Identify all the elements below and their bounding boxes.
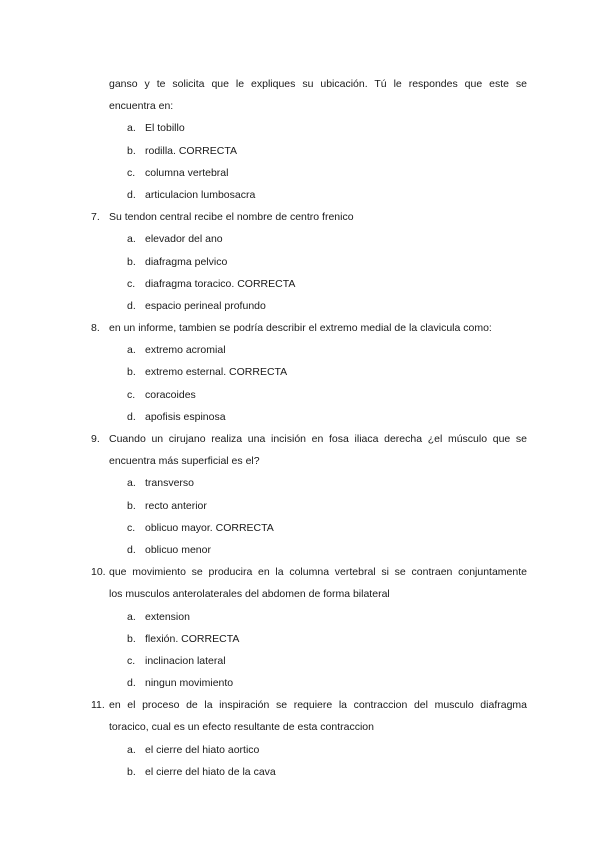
answer-option <box>91 495 527 517</box>
option-letter: b. <box>127 632 136 645</box>
option-letter: c. <box>127 654 136 667</box>
answer-option <box>91 761 527 783</box>
answer-option <box>91 184 527 206</box>
option-letter: c. <box>127 388 136 401</box>
answer-option <box>91 295 527 317</box>
option-text: diafragma pelvico <box>145 255 228 268</box>
option-text: espacio perineal profundo <box>145 299 266 312</box>
option-letter: a. <box>127 743 136 756</box>
option-text: oblicuo mayor. CORRECTA <box>145 521 274 534</box>
question-text-continued: toracico, cual es un efecto resultante de esta contraccion <box>109 721 374 734</box>
option-letter: d. <box>127 543 136 556</box>
option-letter: a. <box>127 610 136 623</box>
option-letter: c. <box>127 277 136 290</box>
option-letter: d. <box>127 677 136 690</box>
option-text: extension <box>145 610 190 623</box>
answer-option <box>91 339 527 361</box>
answer-option <box>91 384 527 406</box>
question-number: 10. <box>91 566 106 579</box>
answer-option <box>91 228 527 250</box>
option-letter: c. <box>127 166 136 179</box>
question-text: en un informe, tambien se podría describir el extremo medial de la clavicula como: <box>109 322 492 335</box>
question-number: 9. <box>91 433 100 445</box>
question-text: en el proceso de la inspiración se requiere la contraccion del musculo diafragma <box>109 699 527 712</box>
answer-option <box>91 539 527 561</box>
option-text: El tobillo <box>145 122 185 135</box>
question-8 <box>91 317 527 339</box>
answer-option <box>91 361 527 383</box>
option-text: inclinacion lateral <box>145 654 226 667</box>
option-letter: d. <box>127 188 136 201</box>
answer-option <box>91 739 527 761</box>
option-text: ningun movimiento <box>145 677 234 690</box>
option-letter: b. <box>127 499 136 512</box>
option-text: flexión. CORRECTA <box>145 632 240 645</box>
option-text: el cierre del hiato de la cava <box>145 765 276 778</box>
intro-line: encuentra en: <box>109 100 174 113</box>
option-text: transverso <box>145 477 195 490</box>
option-letter: b. <box>127 765 136 778</box>
answer-option <box>91 517 527 539</box>
question-text-continued: los musculos anterolaterales del abdomen de forma bilateral <box>109 588 390 601</box>
option-letter: b. <box>127 144 136 157</box>
answer-option <box>91 472 527 494</box>
option-text: extremo acromial <box>145 344 226 357</box>
answer-option <box>91 162 527 184</box>
option-text: apofisis espinosa <box>145 410 226 423</box>
option-letter: d. <box>127 410 136 423</box>
question-10 <box>91 561 527 583</box>
option-letter: b. <box>127 366 136 379</box>
option-text: el cierre del hiato aortico <box>145 743 260 756</box>
option-text: diafragma toracico. CORRECTA <box>145 277 296 290</box>
question-text: Su tendon central recibe el nombre de centro frenico <box>109 211 354 224</box>
option-letter: a. <box>127 477 136 490</box>
question-number: 7. <box>91 211 100 224</box>
answer-option <box>91 672 527 694</box>
option-text: extremo esternal. CORRECTA <box>145 366 288 379</box>
option-text: columna vertebral <box>145 166 229 179</box>
answer-option <box>91 251 527 273</box>
option-letter: a. <box>127 344 136 357</box>
option-letter: b. <box>127 255 136 268</box>
answer-option <box>91 273 527 295</box>
answer-option <box>91 606 527 628</box>
question-number: 11. <box>91 699 105 712</box>
question-number: 8. <box>91 322 100 335</box>
option-letter: d. <box>127 299 136 312</box>
intro-line: ganso y te solicita que le expliques su ubicación. Tú le respondes que este se <box>109 78 527 90</box>
option-text: recto anterior <box>145 499 207 512</box>
answer-option <box>91 628 527 650</box>
option-text: articulacion lumbosacra <box>145 188 256 201</box>
question-text-continued: encuentra más superficial es el? <box>109 455 260 468</box>
question-9 <box>91 428 527 450</box>
answer-option <box>91 117 527 139</box>
question-11 <box>91 694 527 716</box>
question-text: que movimiento se producira en la columna vertebral si se contraen conjuntamente <box>109 566 527 579</box>
option-text: coracoides <box>145 388 196 401</box>
question-7 <box>91 206 527 228</box>
answer-option <box>91 650 527 672</box>
option-text: oblicuo menor <box>145 543 211 556</box>
option-letter: a. <box>127 233 136 246</box>
document-body <box>91 73 527 783</box>
option-text: rodilla. CORRECTA <box>145 144 237 157</box>
answer-option <box>91 406 527 428</box>
option-letter: c. <box>127 521 136 534</box>
question-text: Cuando un cirujano realiza una incisión en fosa iliaca derecha ¿el músculo que se <box>109 433 527 445</box>
option-letter: a. <box>127 122 136 135</box>
answer-option <box>91 140 527 162</box>
option-text: elevador del ano <box>145 233 223 246</box>
